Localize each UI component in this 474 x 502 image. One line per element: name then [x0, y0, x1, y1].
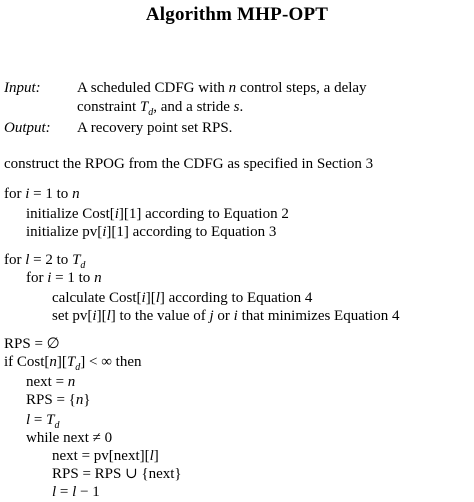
algorithm-title: Algorithm MHP-OPT: [145, 4, 329, 25]
code-line-while: while next ≠ 0: [26, 430, 113, 446]
code-line-l-td: $l = T_d$: [26, 412, 60, 431]
input-line-1: A scheduled CDFG with n control steps, a delay: [77, 80, 367, 96]
code-line-for-l: for l = 2 to $T_d$: [4, 252, 86, 271]
code-line-init-cost: initialize Cost[i][1] according to Equation 2: [26, 206, 289, 222]
output-text: A recovery point set RPS.: [77, 120, 233, 136]
input-line-2: constraint $T_d$, and a stride s.: [77, 99, 244, 118]
output-label: Output:: [4, 120, 51, 136]
code-line-l-decrement: l = l − 1: [52, 484, 100, 500]
code-line-calc-cost: calculate Cost[i][l] according to Equation 4: [52, 290, 313, 306]
code-line-set-pv: set pv[i][l] to the value of j or i that minimizes Equation 4: [52, 308, 400, 324]
code-line-for-i: for i = 1 to n: [4, 186, 80, 202]
code-line-rps-empty: RPS = ∅: [4, 336, 60, 352]
input-label: Input:: [4, 80, 41, 96]
code-line-if: if $Cost[n][T_d]$ < ∞ then: [4, 354, 142, 373]
code-line-rps-n: RPS = {n}: [26, 392, 91, 408]
code-line-rps-union: RPS = RPS ∪ {next}: [52, 466, 182, 482]
code-line-init-pv: initialize pv[i][1] according to Equation 3: [26, 224, 277, 240]
code-line-for-i-inner: for i = 1 to n: [26, 270, 102, 286]
code-line-construct: construct the RPOG from the CDFG as specified in Section 3: [4, 156, 374, 172]
code-line-next-pv: next = pv[next][l]: [52, 448, 159, 464]
code-line-next-n: next = n: [26, 374, 76, 390]
